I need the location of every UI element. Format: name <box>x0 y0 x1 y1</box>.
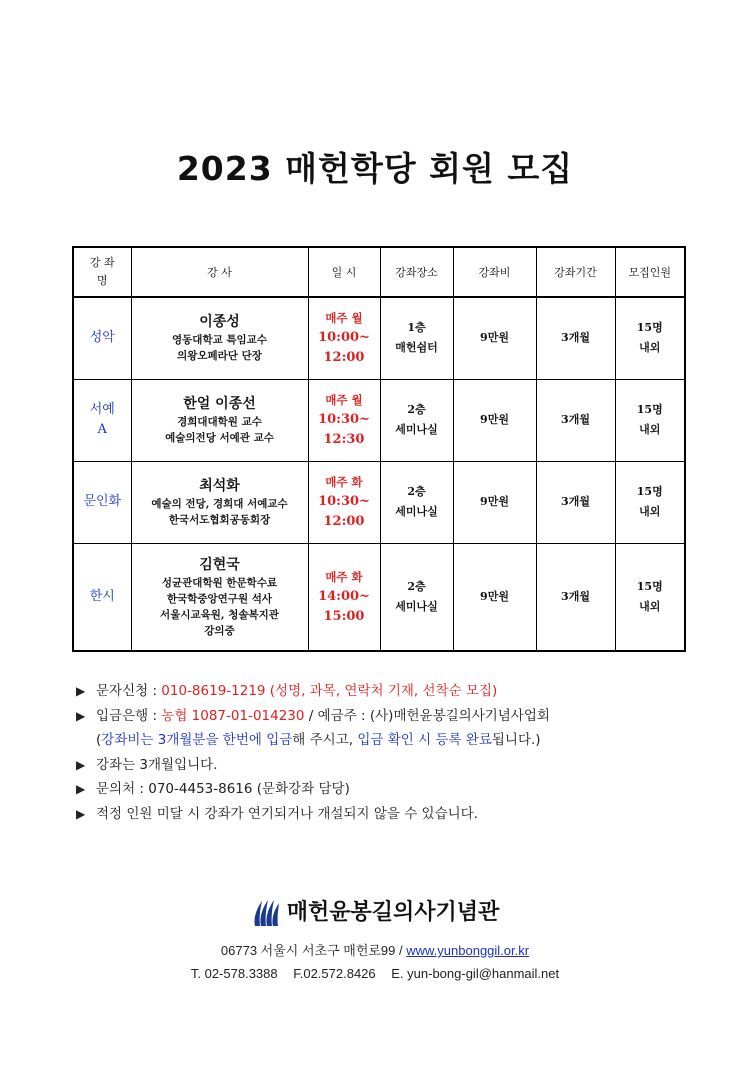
table-row <box>73 461 685 543</box>
contact-line <box>0 964 750 984</box>
schedule-cell: 매주 화 14:00~ 15:00 <box>308 543 380 651</box>
period-cell: 3개월 <box>536 379 615 461</box>
flame-logo-icon <box>251 898 281 928</box>
bank-account: 농협 1087-01-014230 <box>161 707 305 724</box>
triangle-bullet-icon: ▶ <box>76 806 86 821</box>
fee-cell: 9만원 <box>453 297 536 379</box>
lecturer-cell <box>131 297 308 379</box>
header-place: 강좌장소 <box>380 247 453 297</box>
lecturer-name: 이종성 <box>199 314 240 331</box>
lecturer-desc: 영동대학교 특임교수 <box>172 334 267 347</box>
page-title: 2023 매헌학당 회원 모집 <box>176 149 574 188</box>
period-cell: 3개월 <box>536 543 615 651</box>
table-row <box>73 297 685 379</box>
header-period: 강좌기간 <box>536 247 615 297</box>
place-cell: 2층 세미나실 <box>380 543 453 651</box>
note-sms: ▶ 문자신청 : 010-8619-1219 (성명, 과목, 연락처 기재, 선착순 모집) <box>76 679 550 704</box>
capacity-cell: 15명 내외 <box>615 379 685 461</box>
capacity-cell: 15명 내외 <box>615 461 685 543</box>
fee-cell: 9만원 <box>453 461 536 543</box>
note-payment: (강좌비는 3개월분을 한번에 입금해 주시고, 입금 확인 시 등록 완료됩니다.) <box>96 732 541 748</box>
lecturer-desc: 의왕오페라단 단장 <box>177 350 262 363</box>
lecturer-desc: 한국서도협회공동회장 <box>168 514 271 526</box>
website-link[interactable]: www.yunbonggil.or.kr <box>406 943 530 958</box>
note-bank: ▶ 입금은행 : 농협 1087-01-014230 / 예금주 : (사)매헌윤봉길의사기념사업회 <box>76 704 550 729</box>
lecturer-desc: 한국학중앙연구원 석사 <box>166 592 273 605</box>
place-cell: 2층 세미나실 <box>380 379 453 461</box>
address-line: 06773 서울시 서초구 매헌로99 / www.yunbonggil.or.kr <box>220 943 530 958</box>
lecturer-name: 김현국 <box>199 556 240 573</box>
period-cell: 3개월 <box>536 461 615 543</box>
triangle-bullet-icon: ▶ <box>76 684 86 698</box>
course-table <box>72 246 686 652</box>
course-name: 서예 A <box>73 379 131 461</box>
fee-cell: 9만원 <box>453 379 536 461</box>
table-header-row <box>73 247 685 297</box>
lecturer-name: 한얼 이종선 <box>183 396 256 412</box>
lecturer-desc: 성균관대학원 한문학수료 <box>161 576 278 589</box>
note-minimum: ▶ 적정 인원 미달 시 강좌가 연기되거나 개설되지 않을 수 있습니다. <box>76 802 550 827</box>
triangle-bullet-icon: ▶ <box>76 708 86 723</box>
lecturer-desc: 예술의전당 서예관 교수 <box>165 432 274 444</box>
place-cell: 1층 매헌쉼터 <box>380 297 453 379</box>
capacity-cell: 15명 내외 <box>615 297 685 379</box>
notes-list <box>76 679 550 826</box>
course-name: 성악 <box>73 297 131 379</box>
note-duration: ▶ 강좌는 3개월입니다. <box>76 753 550 778</box>
lecturer-cell <box>131 543 308 651</box>
lecturer-cell <box>131 379 308 461</box>
note-inquiry: ▶ 문의처 : 070-4453-8616 (문화강좌 담당) <box>76 777 550 802</box>
header-capacity: 모집인원 <box>615 247 685 297</box>
header-fee: 강좌비 <box>453 247 536 297</box>
phone-number: T. 02-578.3388 <box>190 966 278 981</box>
lecturer-cell <box>131 461 308 543</box>
fee-cell: 9만원 <box>453 543 536 651</box>
course-name: 한시 <box>73 543 131 651</box>
header-course-name: 강 좌 명 <box>73 247 131 297</box>
triangle-bullet-icon: ▶ <box>76 782 86 796</box>
lecturer-desc: 경희대대학원 교수 <box>177 416 262 428</box>
lecturer-desc: 강의중 <box>204 624 235 637</box>
org-name: 매헌윤봉길의사기념관 <box>286 900 500 925</box>
table-row <box>73 379 685 461</box>
email-address: E. yun-bong-gil@hanmail.net <box>391 966 560 981</box>
fax-number: F.02.572.8426 <box>293 966 376 981</box>
lecturer-name: 최석화 <box>199 478 240 494</box>
header-lecturer: 강 사 <box>131 247 308 297</box>
sms-number: 010-8619-1219 (성명, 과목, 연락처 기재, 선착순 모집) <box>161 683 498 699</box>
header-schedule: 일 시 <box>308 247 380 297</box>
schedule-cell: 매주 월 10:00~ 12:00 <box>308 297 380 379</box>
place-cell: 2층 세미나실 <box>380 461 453 543</box>
capacity-cell: 15명 내외 <box>615 543 685 651</box>
org-logo <box>0 895 750 931</box>
schedule-cell: 매주 월 10:30~ 12:30 <box>308 379 380 461</box>
period-cell: 3개월 <box>536 297 615 379</box>
schedule-cell: 매주 화 10:30~ 12:00 <box>308 461 380 543</box>
triangle-bullet-icon: ▶ <box>76 757 86 772</box>
course-name: 문인화 <box>73 461 131 543</box>
lecturer-desc: 서울시교육원, 청솔복지관 <box>160 608 279 621</box>
lecturer-desc: 예술의 전당, 경희대 서예교수 <box>151 498 288 510</box>
table-row <box>73 543 685 651</box>
